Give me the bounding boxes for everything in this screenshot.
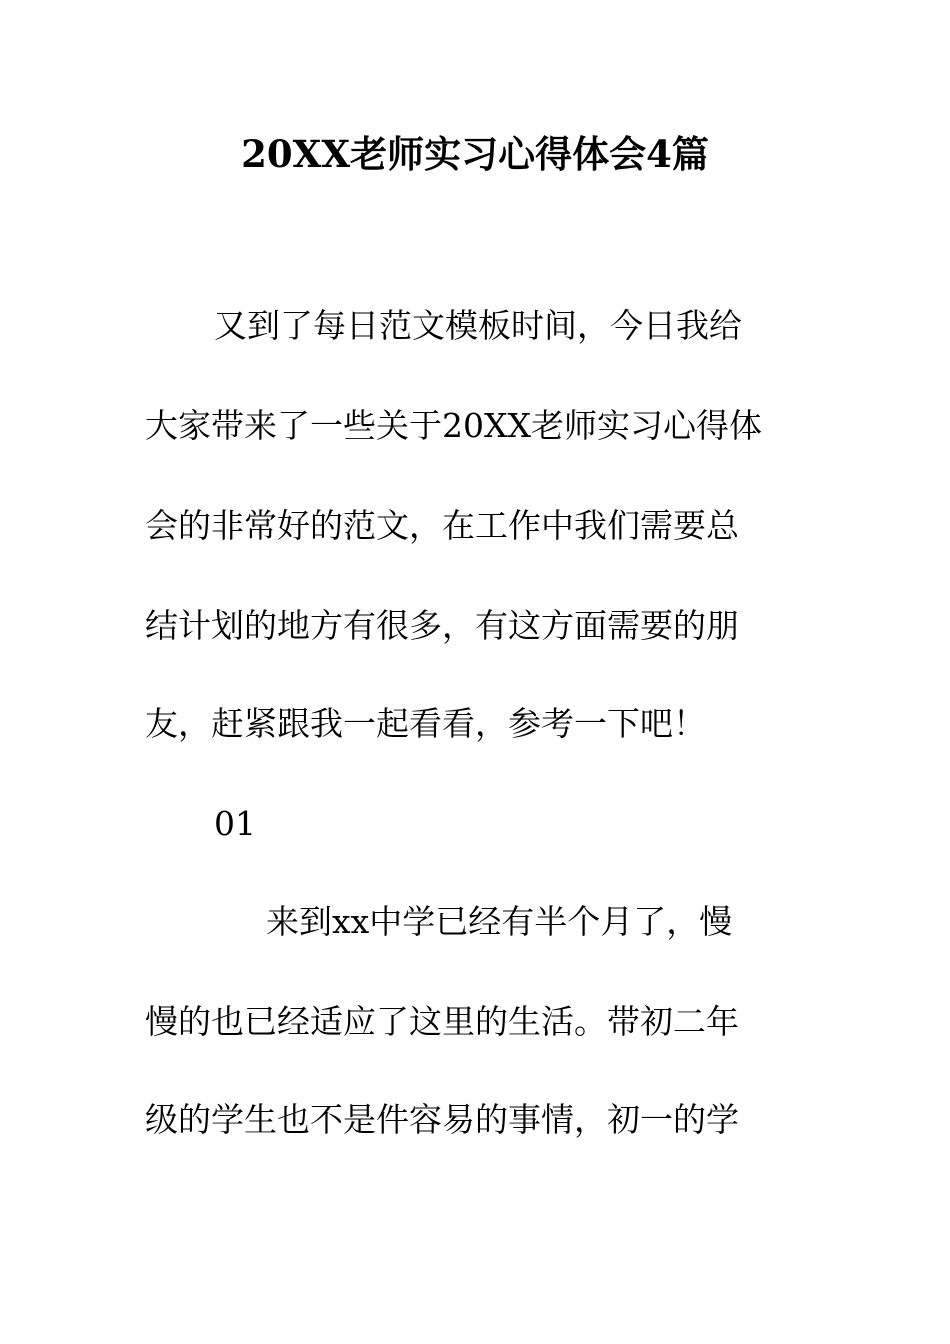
- paragraph-line: 结计划的地方有很多，有这方面需要的朋: [145, 606, 739, 645]
- paragraph-line: 会的非常好的范文，在工作中我们需要总: [145, 506, 739, 545]
- paragraph-line: 来到xx中学已经有半个月了，慢: [266, 902, 733, 941]
- document-title: 20XX老师实习心得体会4篇: [241, 132, 709, 176]
- paragraph-line: 又到了每日范文模板时间，今日我给: [214, 306, 742, 345]
- paragraph-line: 大家带来了一些关于20XX老师实习心得体: [145, 406, 762, 445]
- paragraph-line: 慢的也已经适应了这里的生活。带初二年: [145, 1002, 739, 1041]
- section-number: 01: [214, 804, 256, 843]
- paragraph-line: 友，赶紧跟我一起看看，参考一下吧！: [145, 704, 706, 743]
- paragraph-line: 级的学生也不是件容易的事情，初一的学: [145, 1100, 739, 1139]
